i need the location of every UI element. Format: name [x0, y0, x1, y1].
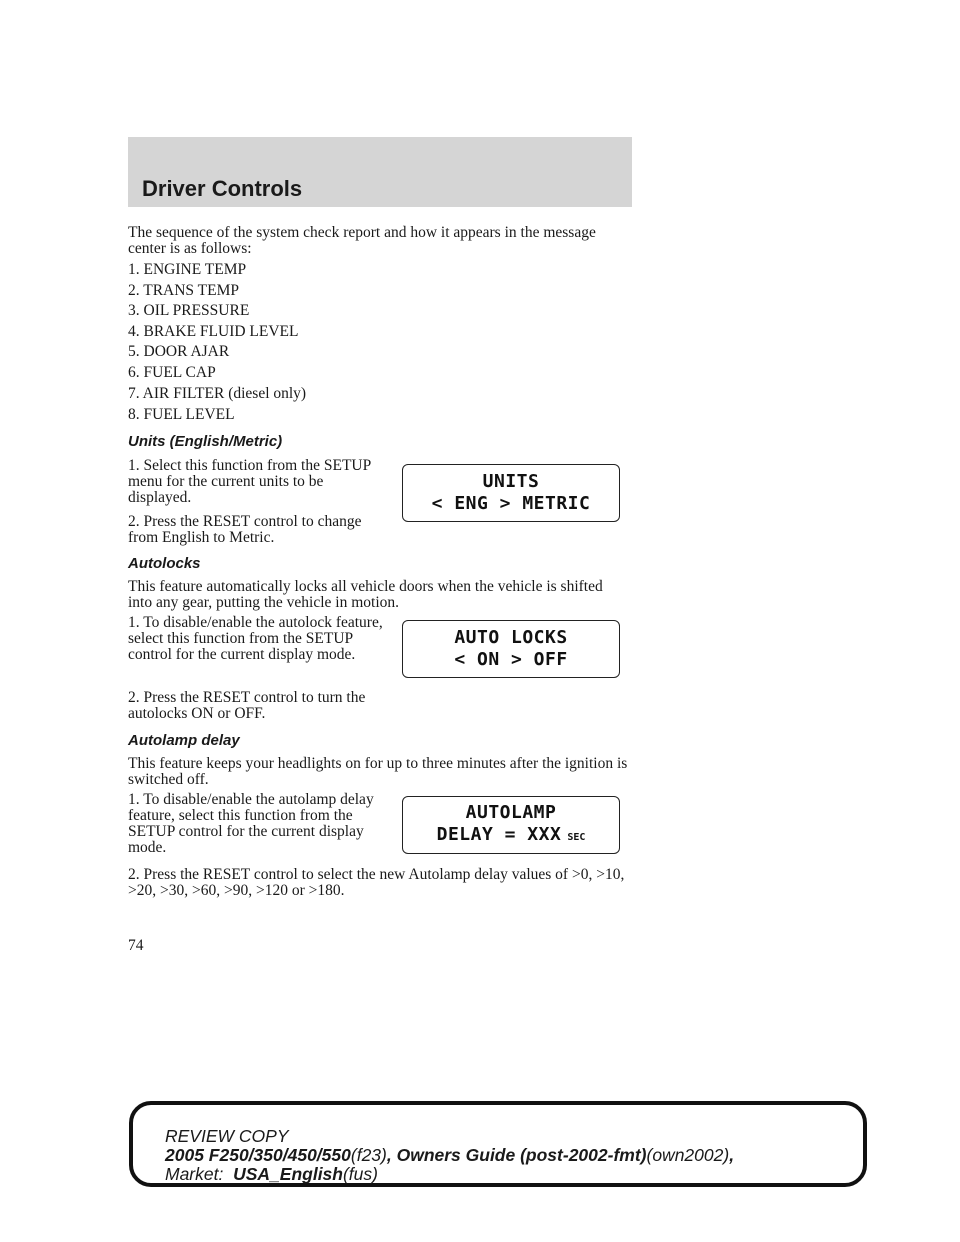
list-item: 5. DOOR AJAR [128, 343, 230, 360]
guide-name: Owners Guide (post-2002-fmt) [396, 1145, 647, 1165]
autolamp-delay-unit: SEC [567, 831, 586, 843]
document-info-line [165, 1146, 734, 1164]
autolocks-step-1: 1. To disable/enable the autolock feature, select this function from the SETUP control for the current display mode. [128, 614, 383, 663]
autolamp-heading: Autolamp delay [128, 732, 240, 749]
separator: , [386, 1145, 397, 1165]
guide-code: (own2002) [646, 1145, 730, 1165]
list-item: 3. OIL PRESSURE [128, 302, 250, 319]
autolocks-display-line-2: < ON > OFF [454, 649, 568, 670]
market-code: (fus) [342, 1164, 378, 1184]
autolamp-delay-value: DELAY = XXX [436, 823, 562, 845]
units-display-line-2: < ENG > METRIC [431, 493, 591, 514]
autolocks-display-line-1: AUTO LOCKS [454, 627, 568, 648]
list-item: 8. FUEL LEVEL [128, 406, 235, 423]
market-line [165, 1165, 378, 1183]
model-name: 2005 F250/350/450/550 [165, 1145, 351, 1165]
list-item: 1. ENGINE TEMP [128, 261, 247, 278]
market-value: USA_English [233, 1164, 343, 1184]
units-heading: Units (English/Metric) [128, 433, 283, 450]
page-number: 74 [128, 937, 144, 954]
market-label: Market: [165, 1164, 224, 1184]
autolamp-display [402, 796, 620, 854]
autolocks-step-2: 2. Press the RESET control to turn the autolocks ON or OFF. [128, 689, 366, 722]
autolamp-step-2: 2. Press the RESET control to select the new Autolamp delay values of >0, >10, >20, >30, >60, >90, >120 or >180. [128, 866, 625, 899]
list-item: 6. FUEL CAP [128, 364, 216, 381]
model-code: (f23) [350, 1145, 387, 1165]
autolocks-description: This feature automatically locks all vehicle doors when the vehicle is shifted into any gear, putting the vehicle in motion. [128, 578, 603, 611]
autolocks-heading: Autolocks [128, 555, 201, 572]
autolocks-display [402, 620, 620, 678]
autolamp-display-line-1: AUTOLAMP [465, 801, 557, 823]
section-title: Driver Controls [142, 176, 303, 201]
autolamp-display-line-2 [437, 824, 586, 849]
autolamp-step-1: 1. To disable/enable the autolamp delay feature, select this function from the SETUP control for the current display mode. [128, 791, 374, 856]
review-copy-label: REVIEW COPY [165, 1126, 289, 1146]
units-display [402, 464, 620, 522]
units-step-2: 2. Press the RESET control to change from English to Metric. [128, 513, 362, 546]
list-item: 4. BRAKE FLUID LEVEL [128, 323, 299, 340]
autolamp-description: This feature keeps your headlights on for up to three minutes after the ignition is switched off. [128, 755, 628, 788]
list-item: 2. TRANS TEMP [128, 282, 239, 299]
list-item: 7. AIR FILTER (diesel only) [128, 385, 307, 402]
intro-paragraph: The sequence of the system check report and how it appears in the message center is as follows: [128, 224, 596, 257]
separator: , [729, 1145, 735, 1165]
units-display-line-1: UNITS [482, 471, 540, 492]
units-step-1: 1. Select this function from the SETUP menu for the current units to be displayed. [128, 457, 371, 506]
